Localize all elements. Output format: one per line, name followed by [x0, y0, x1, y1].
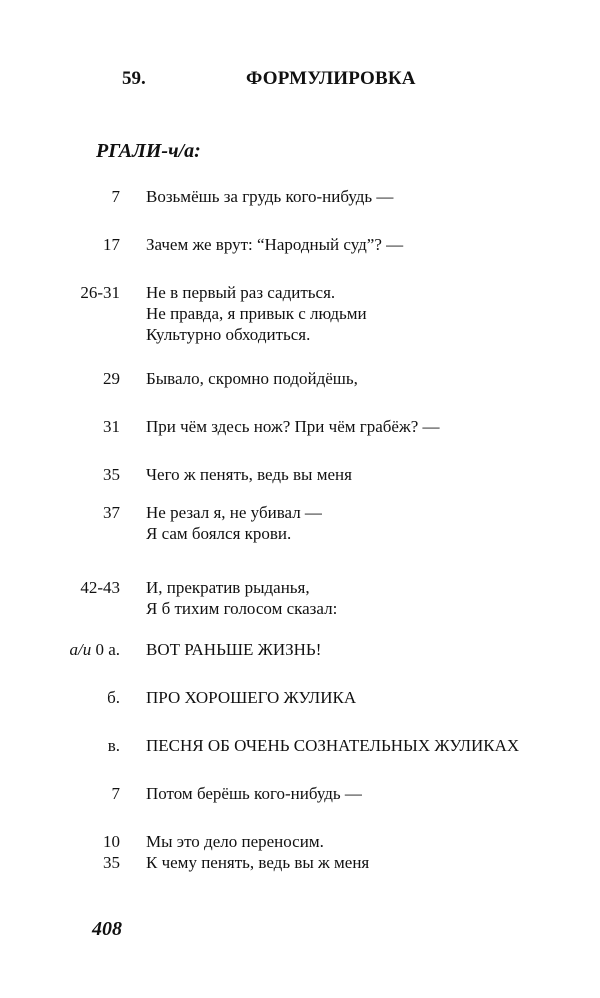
variant-text — [146, 639, 600, 660]
variant-entry — [0, 186, 600, 234]
variant-line: Я сам боялся крови. — [146, 524, 292, 543]
variant-text — [146, 831, 600, 852]
line-number: 35 — [103, 853, 120, 872]
variant-line: При чём здесь нож? При чём грабёж? — — [146, 417, 440, 436]
variant-line: Бывало, скромно подойдёшь, — [146, 369, 358, 388]
variant-text — [146, 852, 600, 873]
variant-entry — [0, 735, 600, 783]
variant-line: Не резал я, не убивал — — [146, 503, 322, 522]
line-number: 7 — [111, 187, 120, 206]
source-abbrev: а/и — [69, 640, 92, 659]
line-number: 7 — [111, 784, 120, 803]
page-header — [0, 68, 600, 98]
line-number — [69, 639, 120, 660]
source-label: РГАЛИ-ч/а: — [96, 140, 201, 162]
line-number: б. — [107, 688, 120, 707]
variant-list — [0, 186, 600, 873]
line-number: 29 — [103, 369, 120, 388]
line-number: 37 — [103, 503, 120, 522]
variant-entry — [0, 852, 600, 873]
variant-text — [146, 234, 600, 255]
variant-entry — [0, 464, 600, 502]
variant-line: Я б тихим голосом сказал: — [146, 599, 338, 618]
variant-line: Потом берёшь кого-нибудь — — [146, 784, 362, 803]
variant-line: Мы это дело переносим. — [146, 832, 324, 851]
variant-line: Чего ж пенять, ведь вы меня — [146, 465, 352, 484]
poem-number: 59. — [122, 68, 146, 89]
variant-text — [146, 783, 600, 804]
line-number: 35 — [103, 465, 120, 484]
line-number: в. — [107, 736, 120, 755]
line-number: 17 — [103, 235, 120, 254]
variant-text — [146, 368, 600, 389]
variant-entry — [0, 368, 600, 416]
poem-title: ФОРМУЛИРОВКА — [246, 68, 416, 89]
variant-entry — [0, 831, 600, 852]
variant-text — [146, 464, 600, 485]
variant-line: ПРО ХОРОШЕГО ЖУЛИКА — [146, 688, 357, 707]
variant-text — [146, 687, 600, 708]
line-number: 26-31 — [80, 283, 120, 302]
variant-entry — [0, 687, 600, 735]
variant-line: ПЕСНЯ ОБ ОЧЕНЬ СОЗНАТЕЛЬНЫХ ЖУЛИКАХ — [146, 736, 520, 755]
variant-entry — [0, 502, 600, 577]
variant-line: Возьмёшь за грудь кого-нибудь — — [146, 187, 394, 206]
line-number: 31 — [103, 417, 120, 436]
variant-text — [146, 416, 600, 437]
variant-text — [146, 186, 600, 207]
variant-line: К чему пенять, ведь вы ж меня — [146, 853, 370, 872]
line-number: 42-43 — [80, 578, 120, 597]
variant-line: Зачем же врут: “Народный суд”? — — [146, 235, 404, 254]
variant-entry — [0, 234, 600, 282]
variant-text — [146, 282, 600, 345]
variant-text — [146, 577, 600, 619]
variant-entry — [0, 416, 600, 464]
variant-line: Не правда, я привык с людьми — [146, 304, 367, 323]
variant-text — [146, 502, 600, 544]
variant-entry — [0, 783, 600, 831]
variant-line: И, прекратив рыданья, — [146, 578, 310, 597]
variant-entry — [0, 577, 600, 639]
variant-text — [146, 735, 600, 756]
variant-line: Не в первый раз садиться. — [146, 283, 336, 302]
variant-line: Культурно обходиться. — [146, 325, 311, 344]
variant-entry — [0, 282, 600, 368]
variant-line: ВОТ РАНЬШЕ ЖИЗНЬ! — [146, 640, 322, 659]
variant-entry — [0, 639, 600, 687]
line-number-value: 0 а. — [95, 640, 120, 659]
page-number: 408 — [92, 918, 122, 940]
line-number: 10 — [103, 832, 120, 851]
